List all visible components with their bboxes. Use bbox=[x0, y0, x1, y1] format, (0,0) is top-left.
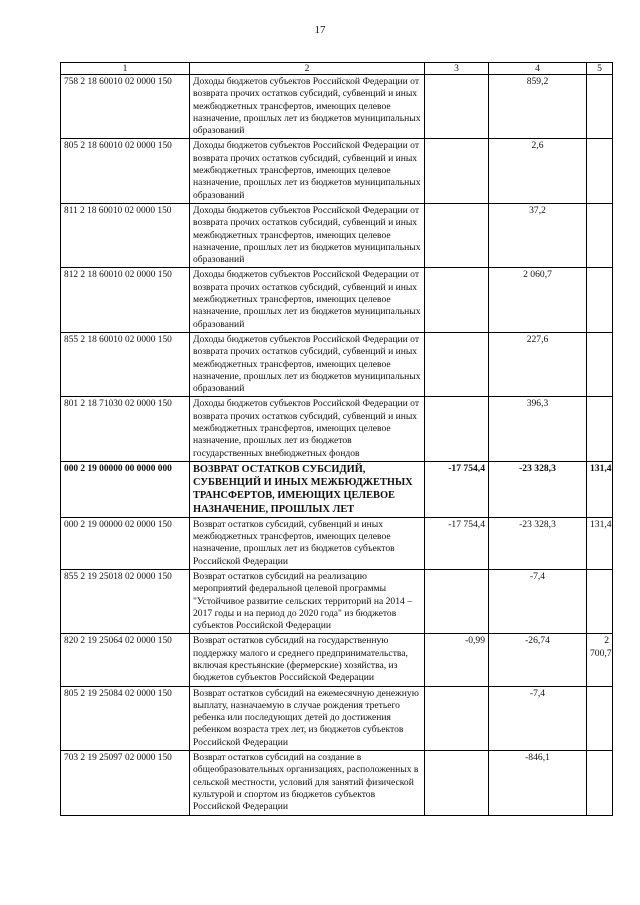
description-cell: Доходы бюджетов субъектов Российской Федерации от возврата прочих остатков субсидий, субвенций и иных межбюджетных трансфертов, имеющих целевое назначение, прошлых лет из бюджетов муниципальных образований bbox=[190, 332, 425, 396]
table-row bbox=[61, 634, 613, 686]
value-col5-cell bbox=[587, 686, 613, 750]
code-cell: 000 2 19 00000 00 0000 000 bbox=[61, 461, 190, 517]
table-body bbox=[61, 75, 613, 816]
description-cell: Возврат остатков субсидий на создание в общеобразовательных организациях, расположенных в сельской местности, условий для занятий физической культурой и спортом из бюджетов субъектов Российской Федерации bbox=[190, 751, 425, 815]
column-header-3: 3 bbox=[425, 63, 489, 75]
value-col5-cell: 2 700,7 bbox=[587, 634, 613, 686]
description-cell: Доходы бюджетов субъектов Российской Федерации от возврата прочих остатков субсидий, субвенций и иных межбюджетных трансфертов, имеющих целевое назначение, прошлых лет из бюджетов муниципальных образований bbox=[190, 75, 425, 139]
code-cell: 855 2 19 25018 02 0000 150 bbox=[61, 569, 190, 633]
value-col3-cell bbox=[425, 686, 489, 750]
value-col3-cell bbox=[425, 397, 489, 461]
code-cell: 820 2 19 25064 02 0000 150 bbox=[61, 634, 190, 686]
value-col3-cell bbox=[425, 569, 489, 633]
value-col4-cell: -846,1 bbox=[489, 751, 587, 815]
table-row bbox=[61, 397, 613, 461]
code-cell: 703 2 19 25097 02 0000 150 bbox=[61, 751, 190, 815]
value-col3-cell: -0,99 bbox=[425, 634, 489, 686]
table-row bbox=[61, 75, 613, 139]
value-col5-cell bbox=[587, 75, 613, 139]
code-cell: 805 2 19 25084 02 0000 150 bbox=[61, 686, 190, 750]
value-col5-cell bbox=[587, 569, 613, 633]
code-cell: 811 2 18 60010 02 0000 150 bbox=[61, 203, 190, 267]
column-header-1: 1 bbox=[61, 63, 190, 75]
code-cell: 855 2 18 60010 02 0000 150 bbox=[61, 332, 190, 396]
description-cell: Доходы бюджетов субъектов Российской Федерации от возврата прочих остатков субсидий, субвенций и иных межбюджетных трансфертов, имеющих целевое назначение, прошлых лет из бюджетов муниципальных образований bbox=[190, 139, 425, 203]
value-col4-cell: 2 060,7 bbox=[489, 268, 587, 332]
value-col4-cell: -7,4 bbox=[489, 686, 587, 750]
budget-table bbox=[60, 62, 613, 816]
value-col4-cell: -23 328,3 bbox=[489, 461, 587, 517]
value-col3-cell bbox=[425, 751, 489, 815]
value-col4-cell: 37,2 bbox=[489, 203, 587, 267]
value-col4-cell: 859,2 bbox=[489, 75, 587, 139]
value-col4-cell: -23 328,3 bbox=[489, 517, 587, 569]
value-col3-cell bbox=[425, 268, 489, 332]
table-row bbox=[61, 461, 613, 517]
page-number: 17 bbox=[314, 24, 326, 36]
value-col3-cell bbox=[425, 139, 489, 203]
code-cell: 000 2 19 00000 02 0000 150 bbox=[61, 517, 190, 569]
value-col3-cell: -17 754,4 bbox=[425, 517, 489, 569]
column-header-5: 5 bbox=[587, 63, 613, 75]
table-header-row bbox=[61, 63, 613, 75]
description-cell: Возврат остатков субсидий на ежемесячную денежную выплату, назначаемую в случае рождения третьего ребенка или последующих детей до достижения ребенком возраста трех лет, из бюджетов субъектов Российской Федерации bbox=[190, 686, 425, 750]
description-cell: Возврат остатков субсидий на реализацию мероприятий федеральной целевой программы "Устойчивое развитие сельских территорий на 2014 – 2017 годы и на период до 2020 года" из бюджетов субъектов Российской Федерации bbox=[190, 569, 425, 633]
table-row bbox=[61, 268, 613, 332]
value-col3-cell: -17 754,4 bbox=[425, 461, 489, 517]
value-col4-cell: -7,4 bbox=[489, 569, 587, 633]
code-cell: 758 2 18 60010 02 0000 150 bbox=[61, 75, 190, 139]
value-col5-cell: 131,4 bbox=[587, 517, 613, 569]
value-col5-cell bbox=[587, 268, 613, 332]
table-row bbox=[61, 686, 613, 750]
value-col5-cell bbox=[587, 397, 613, 461]
table-row bbox=[61, 203, 613, 267]
column-header-2: 2 bbox=[190, 63, 425, 75]
table-row bbox=[61, 569, 613, 633]
table-row bbox=[61, 751, 613, 815]
value-col5-cell bbox=[587, 203, 613, 267]
value-col4-cell: 396,3 bbox=[489, 397, 587, 461]
description-cell: Доходы бюджетов субъектов Российской Федерации от возврата прочих остатков субсидий, субвенций и иных межбюджетных трансфертов, имеющих целевое назначение, прошлых лет из бюджетов государственных внебюджетных фондов bbox=[190, 397, 425, 461]
description-cell: Доходы бюджетов субъектов Российской Федерации от возврата прочих остатков субсидий, субвенций и иных межбюджетных трансфертов, имеющих целевое назначение, прошлых лет из бюджетов муниципальных образований bbox=[190, 268, 425, 332]
table-row bbox=[61, 517, 613, 569]
value-col5-cell bbox=[587, 751, 613, 815]
value-col4-cell: -26,74 bbox=[489, 634, 587, 686]
description-cell: ВОЗВРАТ ОСТАТКОВ СУБСИДИЙ, СУБВЕНЦИЙ И ИНЫХ МЕЖБЮДЖЕТНЫХ ТРАНСФЕРТОВ, ИМЕЮЩИХ ЦЕЛЕВОЕ НАЗНАЧЕНИЕ, ПРОШЛЫХ ЛЕТ bbox=[190, 461, 425, 517]
column-header-4: 4 bbox=[489, 63, 587, 75]
value-col5-cell: 131,4 bbox=[587, 461, 613, 517]
table-row bbox=[61, 139, 613, 203]
code-cell: 801 2 18 71030 02 0000 150 bbox=[61, 397, 190, 461]
value-col3-cell bbox=[425, 203, 489, 267]
description-cell: Возврат остатков субсидий на государственную поддержку малого и среднего предпринимательства, включая крестьянские (фермерские) хозяйства, из бюджетов субъектов Российской Федерации bbox=[190, 634, 425, 686]
value-col4-cell: 2,6 bbox=[489, 139, 587, 203]
description-cell: Доходы бюджетов субъектов Российской Федерации от возврата прочих остатков субсидий, субвенций и иных межбюджетных трансфертов, имеющих целевое назначение, прошлых лет из бюджетов муниципальных образований bbox=[190, 203, 425, 267]
description-cell: Возврат остатков субсидий, субвенций и иных межбюджетных трансфертов, имеющих целевое назначение, прошлых лет из бюджетов субъектов Российской Федерации bbox=[190, 517, 425, 569]
value-col5-cell bbox=[587, 332, 613, 396]
value-col4-cell: 227,6 bbox=[489, 332, 587, 396]
value-col3-cell bbox=[425, 332, 489, 396]
value-col3-cell bbox=[425, 75, 489, 139]
code-cell: 805 2 18 60010 02 0000 150 bbox=[61, 139, 190, 203]
value-col5-cell bbox=[587, 139, 613, 203]
code-cell: 812 2 18 60010 02 0000 150 bbox=[61, 268, 190, 332]
table-row bbox=[61, 332, 613, 396]
